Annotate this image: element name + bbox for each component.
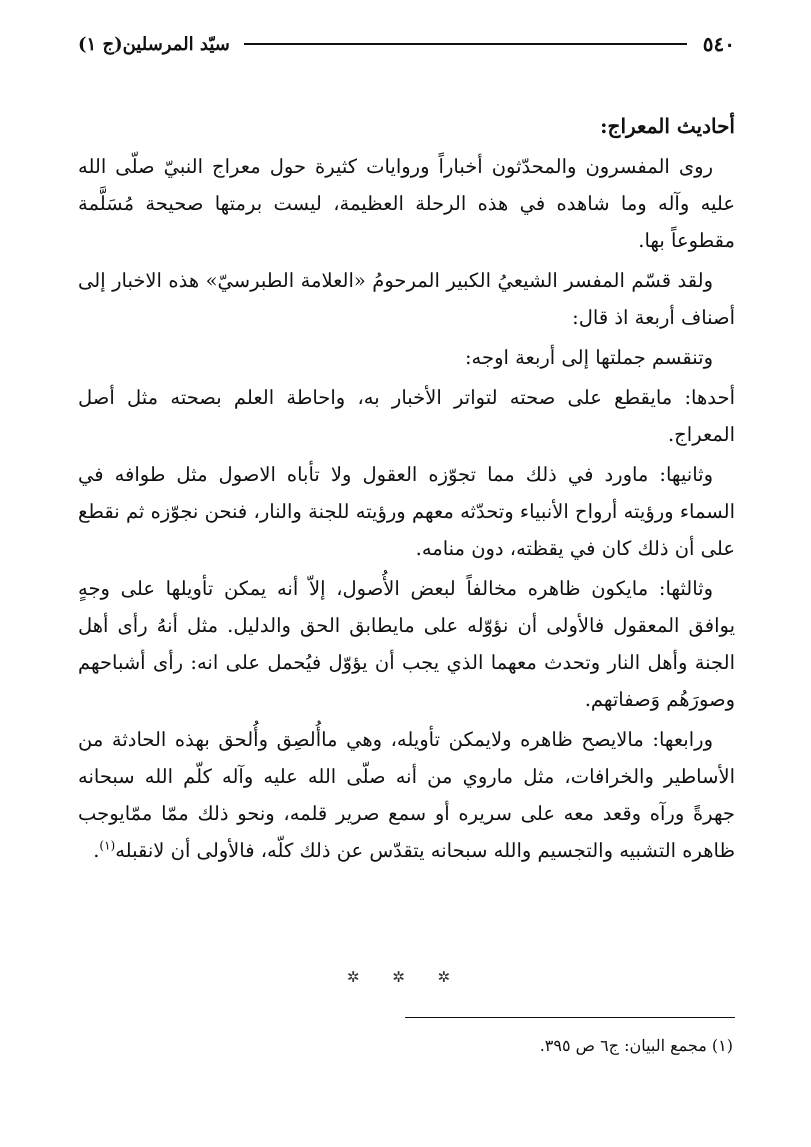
running-title: سيّد المرسلين(ج ١): [78, 33, 230, 55]
section-stars: ✲ ✲ ✲: [346, 968, 465, 986]
body-text: [78, 108, 735, 872]
footnote-reference: (١): [99, 838, 116, 853]
paragraph-intro: روى المفسرون والمحدّثون أخباراً وروايات كثيرة حول معراج النبيّ صلّى الله عليه وآله وما شاهده في هذه الرحلة العظيمة، ليست برمتها صحيحة مُسَلَّمة مقطوعاً بها.: [78, 155, 735, 252]
page-header: [78, 26, 735, 62]
section-heading: أحاديث المعراج:: [600, 114, 735, 138]
footnote: (١) مجمع البيان: ج٦ ص ٣٩٥.: [539, 1036, 733, 1055]
paragraph-fourth: [78, 721, 735, 869]
final-period: .: [93, 839, 100, 862]
paragraph-second: وثانيها: ماورد في ذلك مما تجوّزه العقول ولا تأباه الاصول مثل طوافه في السماء ورؤيته أرواح الأنبياء وتحدّثه معهم ورؤيته للجنة والنار، فنحن نجوّزه ثم نقطع على أن ذلك كان في يقظته، دون منامه.: [78, 463, 735, 560]
footnote-rule: [405, 1017, 735, 1018]
paragraph-fourth-text: ورابعها: مالايصح ظاهره ولايمكن تأويله، وهي ماأُلصِق وأُلحق بهذه الحادثة من الأساطير والخرافات، مثل ماروي من أنه صلّى الله عليه وآله كلّم الله سبحانه جهرةً ورآه وقعد معه على سريره أو سمع صرير قلمه، ونحو ذلك ممّا ممّايوجب ظاهره التشبيه والتجسيم والله سبحانه يتقدّس عن ذلك كلّه، فالأولى أن لانقبله: [78, 728, 735, 862]
header-rule: [244, 43, 687, 45]
paragraph-four-ways: وتنقسم جملتها إلى أربعة اوجه:: [464, 346, 713, 369]
paragraph-tabarsi: ولقد قسّم المفسر الشيعيُ الكبير المرحومُ «العلامة الطبرسيّ» هذه الاخبار إلى أصناف أربعة اذ قال:: [78, 269, 735, 329]
paragraph-first: أحدها: مايقطع على صحته لتواتر الأخبار به، واحاطة العلم بصحته مثل أصل المعراج.: [78, 386, 735, 446]
page-number: ٥٤٠: [702, 32, 735, 56]
paragraph-third: وثالثها: مايكون ظاهره مخالفاً لبعض الأُصول، إلاّ أنه يمكن تأويلها على وجهٍ يوافق المعقول فالأولى أن نؤوّله على مايطابق الحق والدليل. مثل أنهُ رأى أهل الجنة وأهل النار وتحدث معهما الذي يجب أن يؤوّل فيُحمل على انه: رأى أشباحهم وصورَهُم وَصفاتهم.: [78, 577, 735, 711]
